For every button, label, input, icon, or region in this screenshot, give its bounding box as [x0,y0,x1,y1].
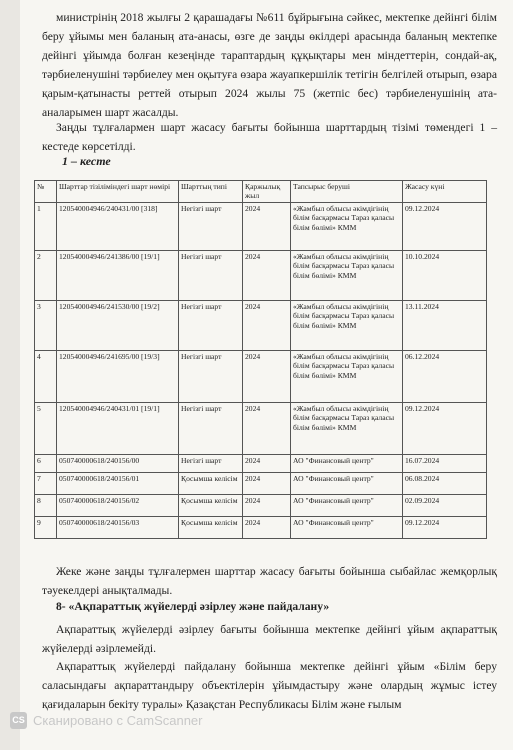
cell-number: 9 [35,516,57,538]
cell-number: 7 [35,472,57,494]
table-row [35,454,487,472]
cell-contract-type: Қосымша келісім [179,494,243,516]
cell-date: 16.07.2024 [403,454,487,472]
cell-year: 2024 [243,202,291,250]
cell-date: 10.10.2024 [403,250,487,300]
cell-year: 2024 [243,472,291,494]
cell-number: 6 [35,454,57,472]
cell-date: 06.08.2024 [403,472,487,494]
cell-contract-number: 050740000618/240156/01 [57,472,179,494]
cell-year: 2024 [243,494,291,516]
table-row [35,472,487,494]
header-date: Жасасу күні [403,181,487,203]
cell-number: 3 [35,300,57,350]
header-financial-year: Қаржылық жыл [243,181,291,203]
cell-contract-type: Негізгі шарт [179,454,243,472]
cell-year: 2024 [243,516,291,538]
table-row [35,250,487,300]
cell-contract-type: Негізгі шарт [179,300,243,350]
contracts-table [34,180,487,539]
cell-number: 5 [35,402,57,454]
cell-contract-number: 120540004946/241386/00 [19/1] [57,250,179,300]
paragraph-1: министрінің 2018 жылғы 2 қарашадағы №611 бұйрығына сәйкес, мектепке дейінгі білім беру ұйымы мен баланың ата-анасы, өзге де заңды өкілдері арасында баланың мектепке дейінгі ұйымда болған кезеңінде тараптардың құқықтары мен міндеттерін, сондай-ақ, тәрбиеленушіні тәрбиелеу мен оқытуға өзара жауапкершілік тетігін белгілей отырып, өзара қарым-қатынасты реттей отырып 2024 жылы 75 (жетпіс бес) тәрбиеленушінің ата-аналарымен шарт жасалды. [42,11,497,119]
cell-customer: «Жамбыл облысы әкімдігінің білім басқармасы Тараз қаласы білім бөлімі» КММ [291,300,403,350]
cell-date: 09.12.2024 [403,202,487,250]
section-heading: 8- «Ақпараттық жүйелерді әзірлеу және пайдалану» [56,600,330,613]
cell-contract-type: Қосымша келісім [179,516,243,538]
watermark-text: Сканировано с CamScanner [33,712,203,728]
cell-customer: «Жамбыл облысы әкімдігінің білім басқармасы Тараз қаласы білім бөлімі» КММ [291,202,403,250]
cell-contract-number: 120540004946/240431/00 [318] [57,202,179,250]
table-row [35,402,487,454]
cell-year: 2024 [243,250,291,300]
cell-contract-type: Негізгі шарт [179,402,243,454]
paragraph-3: Жеке және заңды тұлғалермен шарттар жасасу бағыты бойынша сыбайлас жемқорлық тәуекелдері анықталмады. [42,565,497,597]
cell-number: 8 [35,494,57,516]
header-contract-type: Шарттың типі [179,181,243,203]
table-row [35,494,487,516]
header-number: № [35,181,57,203]
cell-year: 2024 [243,454,291,472]
cell-customer: «Жамбыл облысы әкімдігінің білім басқармасы Тараз қаласы білім бөлімі» КММ [291,402,403,454]
cell-date: 09.12.2024 [403,402,487,454]
cell-customer: «Жамбыл облысы әкімдігінің білім басқармасы Тараз қаласы білім бөлімі» КММ [291,250,403,300]
cell-year: 2024 [243,300,291,350]
cell-contract-type: Негізгі шарт [179,250,243,300]
cell-contract-number: 120540004946/240431/01 [19/1] [57,402,179,454]
cell-contract-type: Қосымша келісім [179,472,243,494]
table-header-row [35,181,487,203]
cell-number: 1 [35,202,57,250]
cell-date: 09.12.2024 [403,516,487,538]
cell-date: 02.09.2024 [403,494,487,516]
cell-contract-type: Негізгі шарт [179,202,243,250]
cell-customer: АО "Финансовый центр" [291,472,403,494]
paragraph-4: Ақпараттық жүйелерді әзірлеу бағыты бойынша мектепке дейінгі ұйым ақпараттық жүйелерді әзірлемейді. [42,623,497,655]
cell-contract-number: 050740000618/240156/02 [57,494,179,516]
table-row [35,300,487,350]
camscanner-watermark [10,710,202,730]
paragraph-5: Ақпараттық жүйелерді пайдалану бойынша мектепке дейінгі ұйым «Білім беру саласындағы ақпараттандыру объектілерін ұйымдастыру және олардың жұмыс істеу қағидаларын бекіту туралы» Қазақстан Республикасы Білім және ғылым [42,660,497,711]
cell-customer: АО "Финансовый центр" [291,454,403,472]
cell-year: 2024 [243,350,291,402]
camscanner-logo-icon: CS [10,712,27,729]
cell-customer: «Жамбыл облысы әкімдігінің білім басқармасы Тараз қаласы білім бөлімі» КММ [291,350,403,402]
cell-contract-number: 120540004946/241695/00 [19/3] [57,350,179,402]
cell-date: 13.11.2024 [403,300,487,350]
cell-contract-number: 050740000618/240156/00 [57,454,179,472]
cell-year: 2024 [243,402,291,454]
cell-number: 2 [35,250,57,300]
cell-contract-number: 120540004946/241530/00 [19/2] [57,300,179,350]
cell-number: 4 [35,350,57,402]
cell-customer: АО "Финансовый центр" [291,516,403,538]
cell-customer: АО "Финансовый центр" [291,494,403,516]
table-row [35,350,487,402]
table-row [35,516,487,538]
header-customer: Тапсырыс беруші [291,181,403,203]
paragraph-2: Заңды тұлғалармен шарт жасасу бағыты бойынша шарттардың тізімі төмендегі 1 – кестеде көрсетілді. [42,121,497,153]
cell-date: 06.12.2024 [403,350,487,402]
table-title: 1 – кесте [62,154,111,168]
cell-contract-number: 050740000618/240156/03 [57,516,179,538]
table-row [35,202,487,250]
header-contract-number: Шарттар тізіліміндегі шарт нөмірі [57,181,179,203]
cell-contract-type: Негізгі шарт [179,350,243,402]
